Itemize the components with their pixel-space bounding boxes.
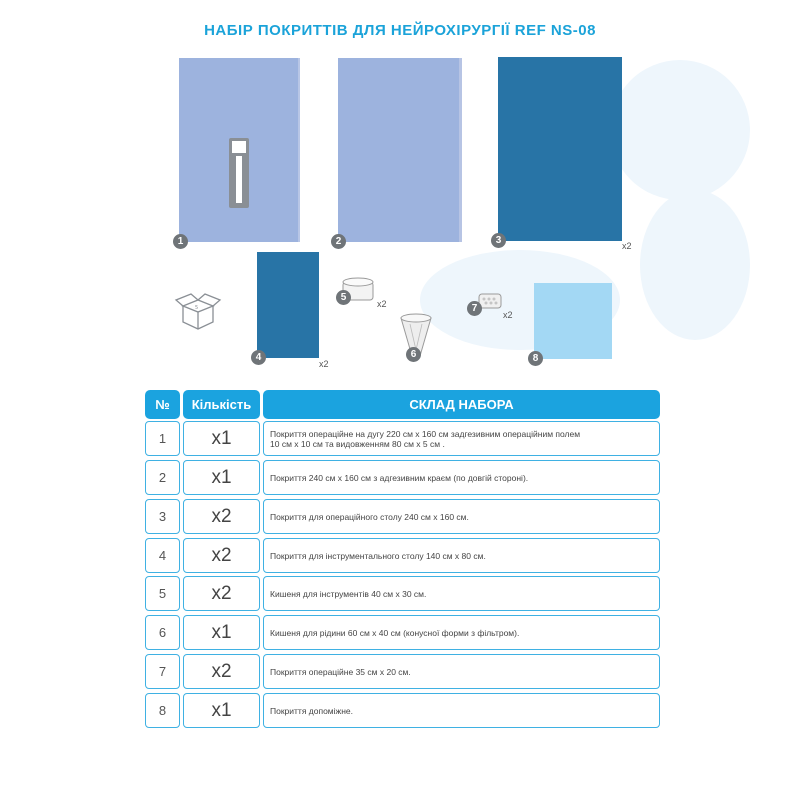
row-description-line: Покриття операційне на дугу 220 см х 160 см задгезивним операційним полем xyxy=(270,428,581,439)
row-number: 5 xyxy=(145,576,180,611)
row-quantity: x2 xyxy=(183,654,260,689)
ref-code: REF NS-08 xyxy=(514,22,596,39)
item-marker-1: 1 xyxy=(173,234,188,249)
item-marker-3: 3 xyxy=(491,233,506,248)
page-title xyxy=(0,22,800,39)
header-quantity: Кількість xyxy=(183,390,260,419)
background-wave xyxy=(640,190,750,340)
open-box-icon xyxy=(173,292,223,332)
row-description: Покриття допоміжне. xyxy=(263,693,660,728)
item-marker-5: 5 xyxy=(336,290,351,305)
svg-text:5: 5 xyxy=(195,305,199,311)
header-number: № xyxy=(145,390,180,419)
item-5-multiplier: x2 xyxy=(377,299,387,309)
fenestration-window xyxy=(232,141,246,153)
row-description: Покриття операційне 35 см х 20 см. xyxy=(263,654,660,689)
row-description: Кишеня для рідини 60 см х 40 см (конусної форми з фільтром). xyxy=(263,615,660,650)
item-marker-6: 6 xyxy=(406,347,421,362)
row-quantity: x2 xyxy=(183,538,260,573)
row-description: Кишеня для інструментів 40 см х 30 см. xyxy=(263,576,660,611)
item-2-drape xyxy=(338,58,462,242)
item-3-multiplier: x2 xyxy=(622,241,632,251)
fenestration-slot xyxy=(236,156,242,203)
row-quantity: x1 xyxy=(183,460,260,495)
row-quantity: x2 xyxy=(183,499,260,534)
fenestration-frame xyxy=(229,138,249,208)
item-8-drape xyxy=(534,283,612,359)
item-marker-2: 2 xyxy=(331,234,346,249)
row-description: Покриття 240 см х 160 см з адгезивним краєм (по довгій стороні). xyxy=(263,460,660,495)
item-marker-7: 7 xyxy=(467,301,482,316)
row-description: Покриття для інструментального столу 140 см х 80 см. xyxy=(263,538,660,573)
item-7-multiplier: x2 xyxy=(503,310,513,320)
row-quantity: x1 xyxy=(183,421,260,456)
item-marker-8: 8 xyxy=(528,351,543,366)
row-description: Покриття для операційного столу 240 см х 160 см. xyxy=(263,499,660,534)
row-quantity: x2 xyxy=(183,576,260,611)
item-marker-4: 4 xyxy=(251,350,266,365)
row-number: 4 xyxy=(145,538,180,573)
row-number: 8 xyxy=(145,693,180,728)
title-text: НАБІР ПОКРИТТІВ ДЛЯ НЕЙРОХІРУРГІЇ xyxy=(204,22,511,39)
row-number: 6 xyxy=(145,615,180,650)
item-3-drape xyxy=(498,57,622,241)
header-composition: СКЛАД НАБОРА xyxy=(263,390,660,419)
row-quantity: x1 xyxy=(183,615,260,650)
row-description xyxy=(263,421,660,456)
background-wave xyxy=(610,60,750,200)
item-4-drape xyxy=(257,252,319,358)
row-number: 2 xyxy=(145,460,180,495)
row-number: 3 xyxy=(145,499,180,534)
row-quantity: x1 xyxy=(183,693,260,728)
item-1-drape xyxy=(179,58,300,242)
row-description-line: 10 см х 10 см та видовженням 80 см х 5 см . xyxy=(270,438,445,449)
item-4-multiplier: x2 xyxy=(319,359,329,369)
row-number: 7 xyxy=(145,654,180,689)
row-number: 1 xyxy=(145,421,180,456)
